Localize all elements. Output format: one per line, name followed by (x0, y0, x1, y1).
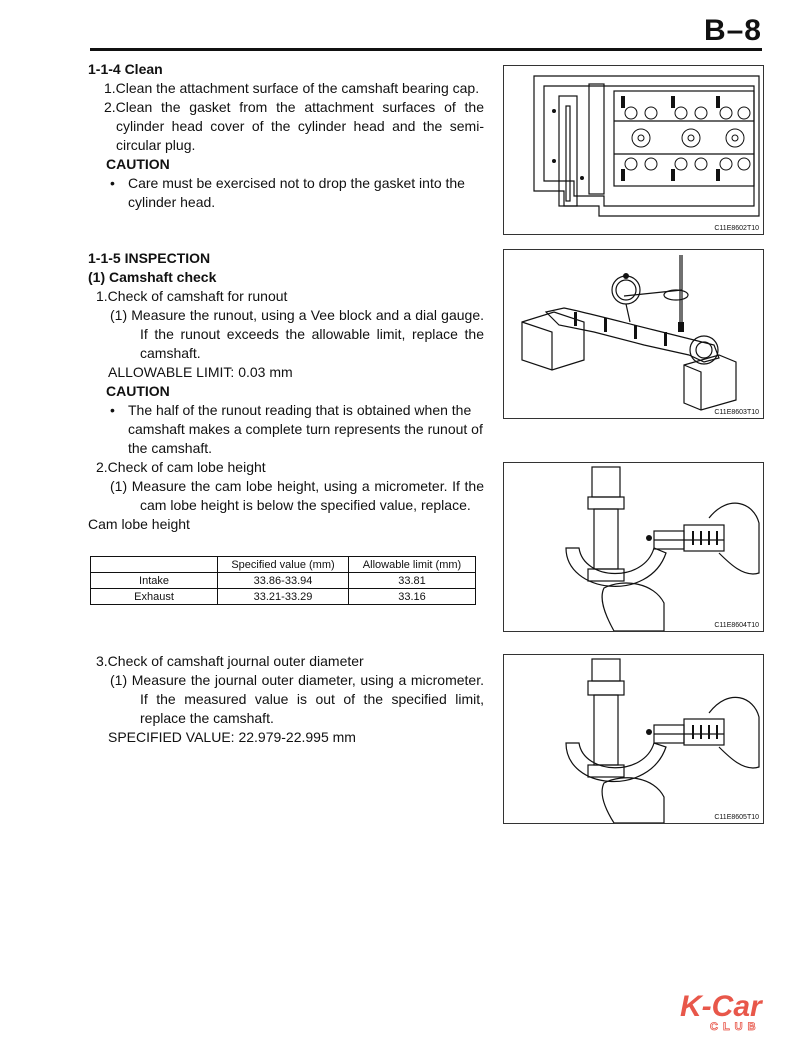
table-cell: 33.16 (349, 589, 476, 605)
journal-title: 3.Check of camshaft journal outer diameter (96, 653, 364, 669)
logo-sub-text: CLUB (710, 1021, 761, 1033)
runout-drawing (504, 250, 763, 418)
table-header-row (91, 557, 476, 573)
camshaft-check-heading: (1) Camshaft check (88, 269, 217, 285)
table-row (91, 589, 476, 605)
table-cell: 33.86-33.94 (218, 573, 349, 589)
cylinder-head-drawing (504, 66, 763, 234)
table-header-cell: Allowable limit (mm) (349, 557, 476, 573)
logo-main-text: K-Car (680, 990, 762, 1023)
clean-heading: 1-1-4 Clean (88, 61, 163, 77)
page-number: B–8 (703, 14, 762, 47)
clean-section (88, 60, 484, 212)
journal-step: (1) Measure the journal outer diameter, using a micrometer. If the measured value is out of the specified limit, replace the camshaft. (110, 672, 484, 726)
inspection-section (88, 249, 484, 534)
table-cell: 33.21-33.29 (218, 589, 349, 605)
table-header-cell: Specified value (mm) (218, 557, 349, 573)
clean-step-2: 2.Clean the gasket from the attachment surfaces of the cylinder head cover of the cylinder head and the semi-circular plug. (104, 99, 484, 153)
table-caption: Cam lobe height (88, 516, 190, 532)
runout-step: (1) Measure the runout, using a Vee block and a dial gauge. If the runout exceeds the allowable limit, replace the camshaft. (110, 307, 484, 361)
cam-lobe-table (90, 556, 476, 605)
header-rule (90, 48, 762, 51)
figure-code: C11E8605T10 (714, 814, 759, 821)
table-row (91, 573, 476, 589)
figure-journal (503, 654, 764, 824)
journal-section (88, 652, 484, 747)
kcar-club-logo (676, 990, 796, 1034)
figure-code: C11E8604T10 (714, 622, 759, 629)
journal-drawing (504, 655, 763, 823)
clean-step-1: 1.Clean the attachment surface of the camshaft bearing cap. (104, 80, 480, 96)
lobe-title: 2.Check of cam lobe height (96, 459, 266, 475)
figure-code: C11E8603T10 (714, 409, 759, 416)
inspection-heading: 1-1-5 INSPECTION (88, 250, 211, 266)
figure-cam-lobe (503, 462, 764, 632)
clean-caution-text: • Care must be exercised not to drop the gasket into the cylinder head. (88, 174, 484, 212)
table-header-cell (91, 557, 218, 573)
inspection-caution-title: CAUTION (106, 383, 170, 399)
lobe-step: (1) Measure the cam lobe height, using a micrometer. If the cam lobe height is below the specified value, replace. (110, 478, 484, 513)
table-cell: Exhaust (91, 589, 218, 605)
allowable-limit: ALLOWABLE LIMIT: 0.03 mm (108, 364, 293, 380)
inspection-caution-text: • The half of the runout reading that is obtained when the camshaft makes a complete turn represents the runout of the camshaft. (88, 401, 484, 458)
kcar-logo-graphic (676, 990, 796, 1034)
specified-value: SPECIFIED VALUE: 22.979-22.995 mm (108, 729, 356, 745)
figure-code: C11E8602T10 (714, 225, 759, 232)
cam-lobe-drawing (504, 463, 763, 631)
clean-caution-title: CAUTION (106, 156, 170, 172)
runout-title: 1.Check of camshaft for runout (96, 288, 288, 304)
figure-cylinder-head (503, 65, 764, 235)
figure-runout-check (503, 249, 764, 419)
table-cell: 33.81 (349, 573, 476, 589)
table-cell: Intake (91, 573, 218, 589)
